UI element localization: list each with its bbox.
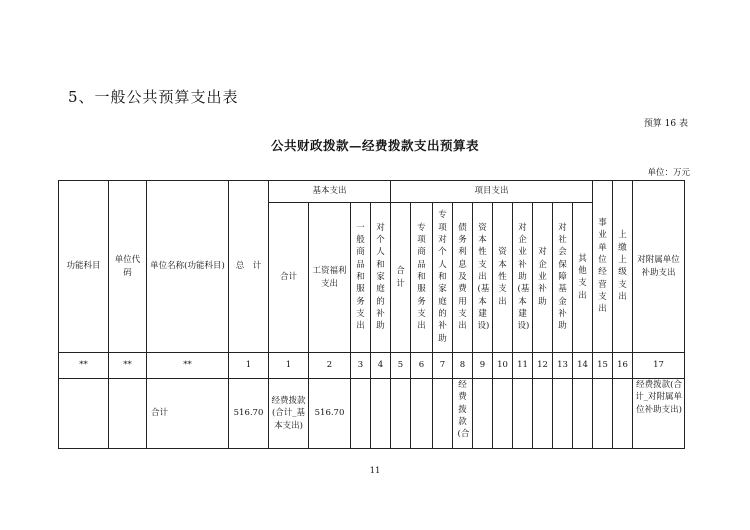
index-cell: 1 — [269, 353, 309, 379]
header-wage: 工资福利支出 — [309, 203, 351, 353]
header-enterprise: 对企业补助 — [533, 203, 553, 353]
index-cell: 3 — [351, 353, 371, 379]
index-cell: 6 — [411, 353, 433, 379]
header-operating: 事业单位经营支出 — [593, 181, 613, 353]
row-affiliated: 经费拨款(合计_对附属单位补助支出) — [633, 379, 685, 449]
header-debt-interest: 债务利息及费用支出 — [453, 203, 473, 353]
header-project-group: 项目支出 — [391, 181, 593, 203]
index-cell: ** — [109, 353, 147, 379]
table-row — [59, 379, 685, 449]
header-basic-group: 基本支出 — [269, 181, 391, 203]
index-cell: 11 — [513, 353, 533, 379]
budget-table — [58, 180, 685, 449]
header-other: 其他支出 — [573, 203, 593, 353]
index-cell: 5 — [391, 353, 411, 379]
section-title: 5、一般公共预算支出表 — [68, 88, 239, 106]
table-title: 公共财政拨款—经费拨款支出预算表 — [270, 138, 479, 153]
header-capital: 资本性支出 — [493, 203, 513, 353]
header-goods-services: 一般商品和服务支出 — [351, 203, 371, 353]
index-cell: 7 — [433, 353, 453, 379]
index-cell: 13 — [553, 353, 573, 379]
index-cell: ** — [147, 353, 229, 379]
header-social-security: 对社会保障基金补助 — [553, 203, 573, 353]
index-cell: 8 — [453, 353, 473, 379]
form-number: 预算 16 表 — [643, 119, 688, 129]
index-cell: 1 — [229, 353, 269, 379]
row-debt-interest: 经费拨款(合 — [453, 379, 473, 449]
index-cell: 12 — [533, 353, 553, 379]
index-cell: 17 — [633, 353, 685, 379]
index-cell: 10 — [493, 353, 513, 379]
index-cell: 15 — [593, 353, 613, 379]
index-cell: ** — [59, 353, 109, 379]
header-remit: 上缴上级支出 — [613, 181, 633, 353]
row-total: 516.70 — [229, 379, 269, 449]
page-number: 11 — [369, 466, 381, 476]
header-proj-personal: 专项对个人和家庭的补助 — [433, 203, 453, 353]
header-total: 总 计 — [229, 181, 269, 353]
index-cell: 4 — [371, 353, 391, 379]
header-basic-sum: 合计 — [269, 203, 309, 353]
row-wage: 516.70 — [309, 379, 351, 449]
index-cell: 9 — [473, 353, 493, 379]
header-personal-subsidy: 对个人和家庭的补助 — [371, 203, 391, 353]
unit-label: 单位：万元 — [647, 168, 690, 178]
header-enterprise-basic: 对企业补助(基本建设) — [513, 203, 533, 353]
index-cell: 2 — [309, 353, 351, 379]
header-project-sum: 合计 — [391, 203, 411, 353]
header-capital-basic: 资本性支出(基本建设) — [473, 203, 493, 353]
header-affiliated: 对附属单位补助支出 — [633, 181, 685, 353]
index-row — [59, 353, 685, 379]
header-proj-goods: 专项商品和服务支出 — [411, 203, 433, 353]
row-name: 合计 — [147, 379, 229, 449]
index-cell: 16 — [613, 353, 633, 379]
row-basic-sum: 经费拨款(合计_基本支出) — [269, 379, 309, 449]
header-unit-name: 单位名称(功能科目) — [147, 181, 229, 353]
header-func-subject: 功能科目 — [59, 181, 109, 353]
index-cell: 14 — [573, 353, 593, 379]
header-unit-code: 单位代码 — [109, 181, 147, 353]
